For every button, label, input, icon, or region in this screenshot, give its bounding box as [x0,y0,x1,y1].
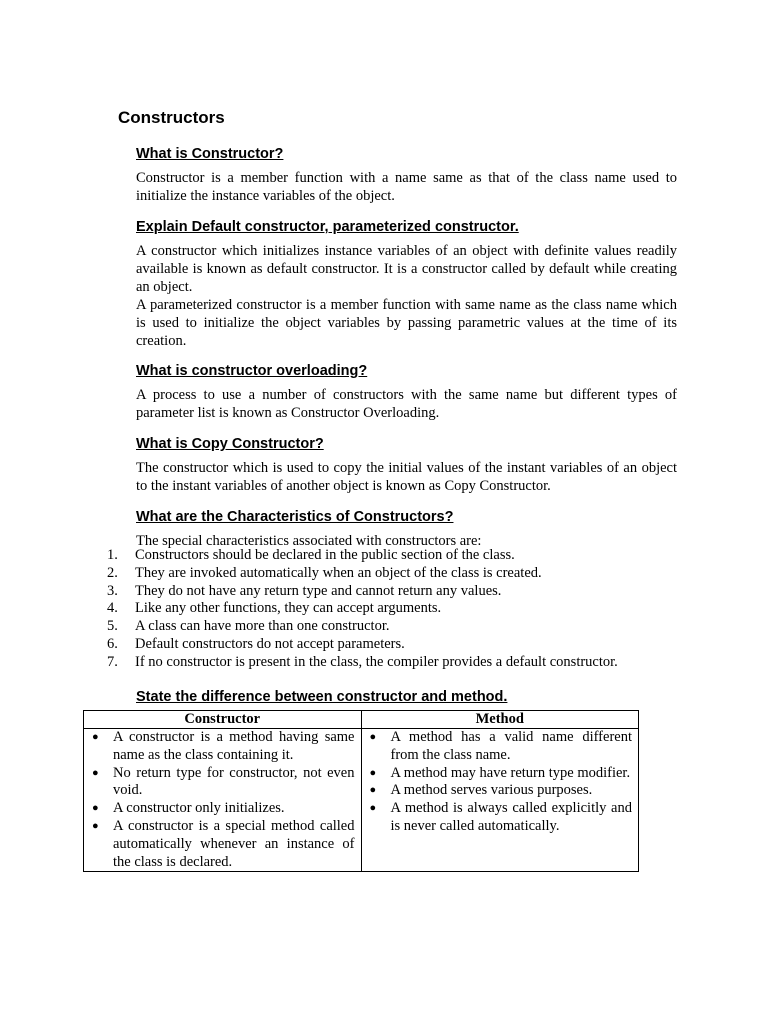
list-text: Constructors should be declared in the public section of the class. [135,547,515,563]
list-text: If no constructor is present in the class, the compiler provides a default constructor. [135,653,618,670]
list-number: 4. [107,600,118,617]
bullet-icon: ● [92,802,99,815]
question-heading: Explain Default constructor, parameterized constructor. [136,219,519,235]
list-text: They are invoked automatically when an object of the class is created. [135,564,542,581]
question-heading: What is constructor overloading? [136,363,368,379]
list-number: 1. [107,547,118,563]
section-copy-constructor [136,435,677,495]
bullet-icon: ● [92,819,99,832]
difference-table [83,710,639,872]
list-text: A constructor is a special method called automatically whenever an instance of the class is declared. [113,817,355,870]
list-text: No return type for constructor, not even void. [113,764,355,799]
list-item [92,765,355,801]
section-overloading [136,362,677,422]
characteristics-list [107,547,618,672]
list-item [107,583,618,601]
question-heading: What is Copy Constructor? [136,436,324,452]
list-item [370,800,633,836]
bullet-icon: ● [92,731,99,743]
list-text: A method may have return type modifier. [390,764,631,781]
question-heading: What is Constructor? [136,146,284,162]
table-header-row [84,711,639,729]
list-text: A constructor only initializes. [113,800,285,817]
list-item [107,654,618,672]
list-text: A method has a valid name different from the class name. [390,729,632,763]
list-item [107,636,618,654]
question-heading: State the difference between constructor and method. [136,689,508,705]
list-text: Default constructors do not accept parameters. [135,635,405,652]
answer-text: A constructor which initializes instance variables of an object with definite values readily available is known as default constructor. It is a constructor called by default while creating an object. [136,243,677,295]
table-row [84,729,639,872]
list-text: A method is always called explicitly and is never called automatically. [390,800,632,834]
list-item [370,782,633,800]
list-item [107,600,618,618]
list-item [107,547,618,565]
method-cell [361,729,639,872]
list-item [92,818,355,871]
list-text: A constructor is a method having same name as the class containing it. [113,729,355,763]
section-default-parameterized [136,218,677,350]
bullet-icon: ● [92,766,99,779]
list-number: 7. [107,653,118,670]
column-header-method: Method [361,711,639,729]
list-text: A method serves various purposes. [390,782,593,799]
list-text: Like any other functions, they can accept arguments. [135,600,442,617]
answer-text: A parameterized constructor is a member function with same name as the class name which is used to initialize the object variables by passing parametric values at the time of its creation. [136,297,677,349]
list-number: 5. [107,618,118,635]
list-item [370,765,633,783]
intro-text: The special characteristics associated with constructors are: [136,533,482,549]
list-number: 6. [107,635,118,652]
list-item [92,800,355,818]
bullet-icon: ● [369,802,377,815]
bullet-icon: ● [369,731,377,743]
page-title: Constructors [118,108,225,127]
section-what-is-constructor [136,145,677,205]
bullet-icon: ● [369,766,377,779]
column-header-constructor: Constructor [84,711,362,729]
section-difference [136,688,677,712]
list-number: 3. [107,582,118,599]
list-item [92,729,355,765]
list-item [107,565,618,583]
section-characteristics [136,508,677,550]
list-item [107,618,618,636]
list-text: They do not have any return type and cannot return any values. [135,582,502,599]
list-item [370,729,633,765]
answer-text: The constructor which is used to copy the initial values of the instant variables of an object to the instant variables of another object is known as Copy Constructor. [136,460,677,494]
question-heading: What are the Characteristics of Constructors? [136,509,454,525]
list-text: A class can have more than one constructor. [135,618,390,635]
constructor-cell [84,729,362,872]
answer-text: A process to use a number of constructors with the same name but different types of parameter list is known as Constructor Overloading. [136,387,677,421]
list-number: 2. [107,564,118,581]
bullet-icon: ● [369,784,377,797]
answer-text: Constructor is a member function with a name same as that of the class name used to initialize the instance variables of the object. [136,170,677,204]
